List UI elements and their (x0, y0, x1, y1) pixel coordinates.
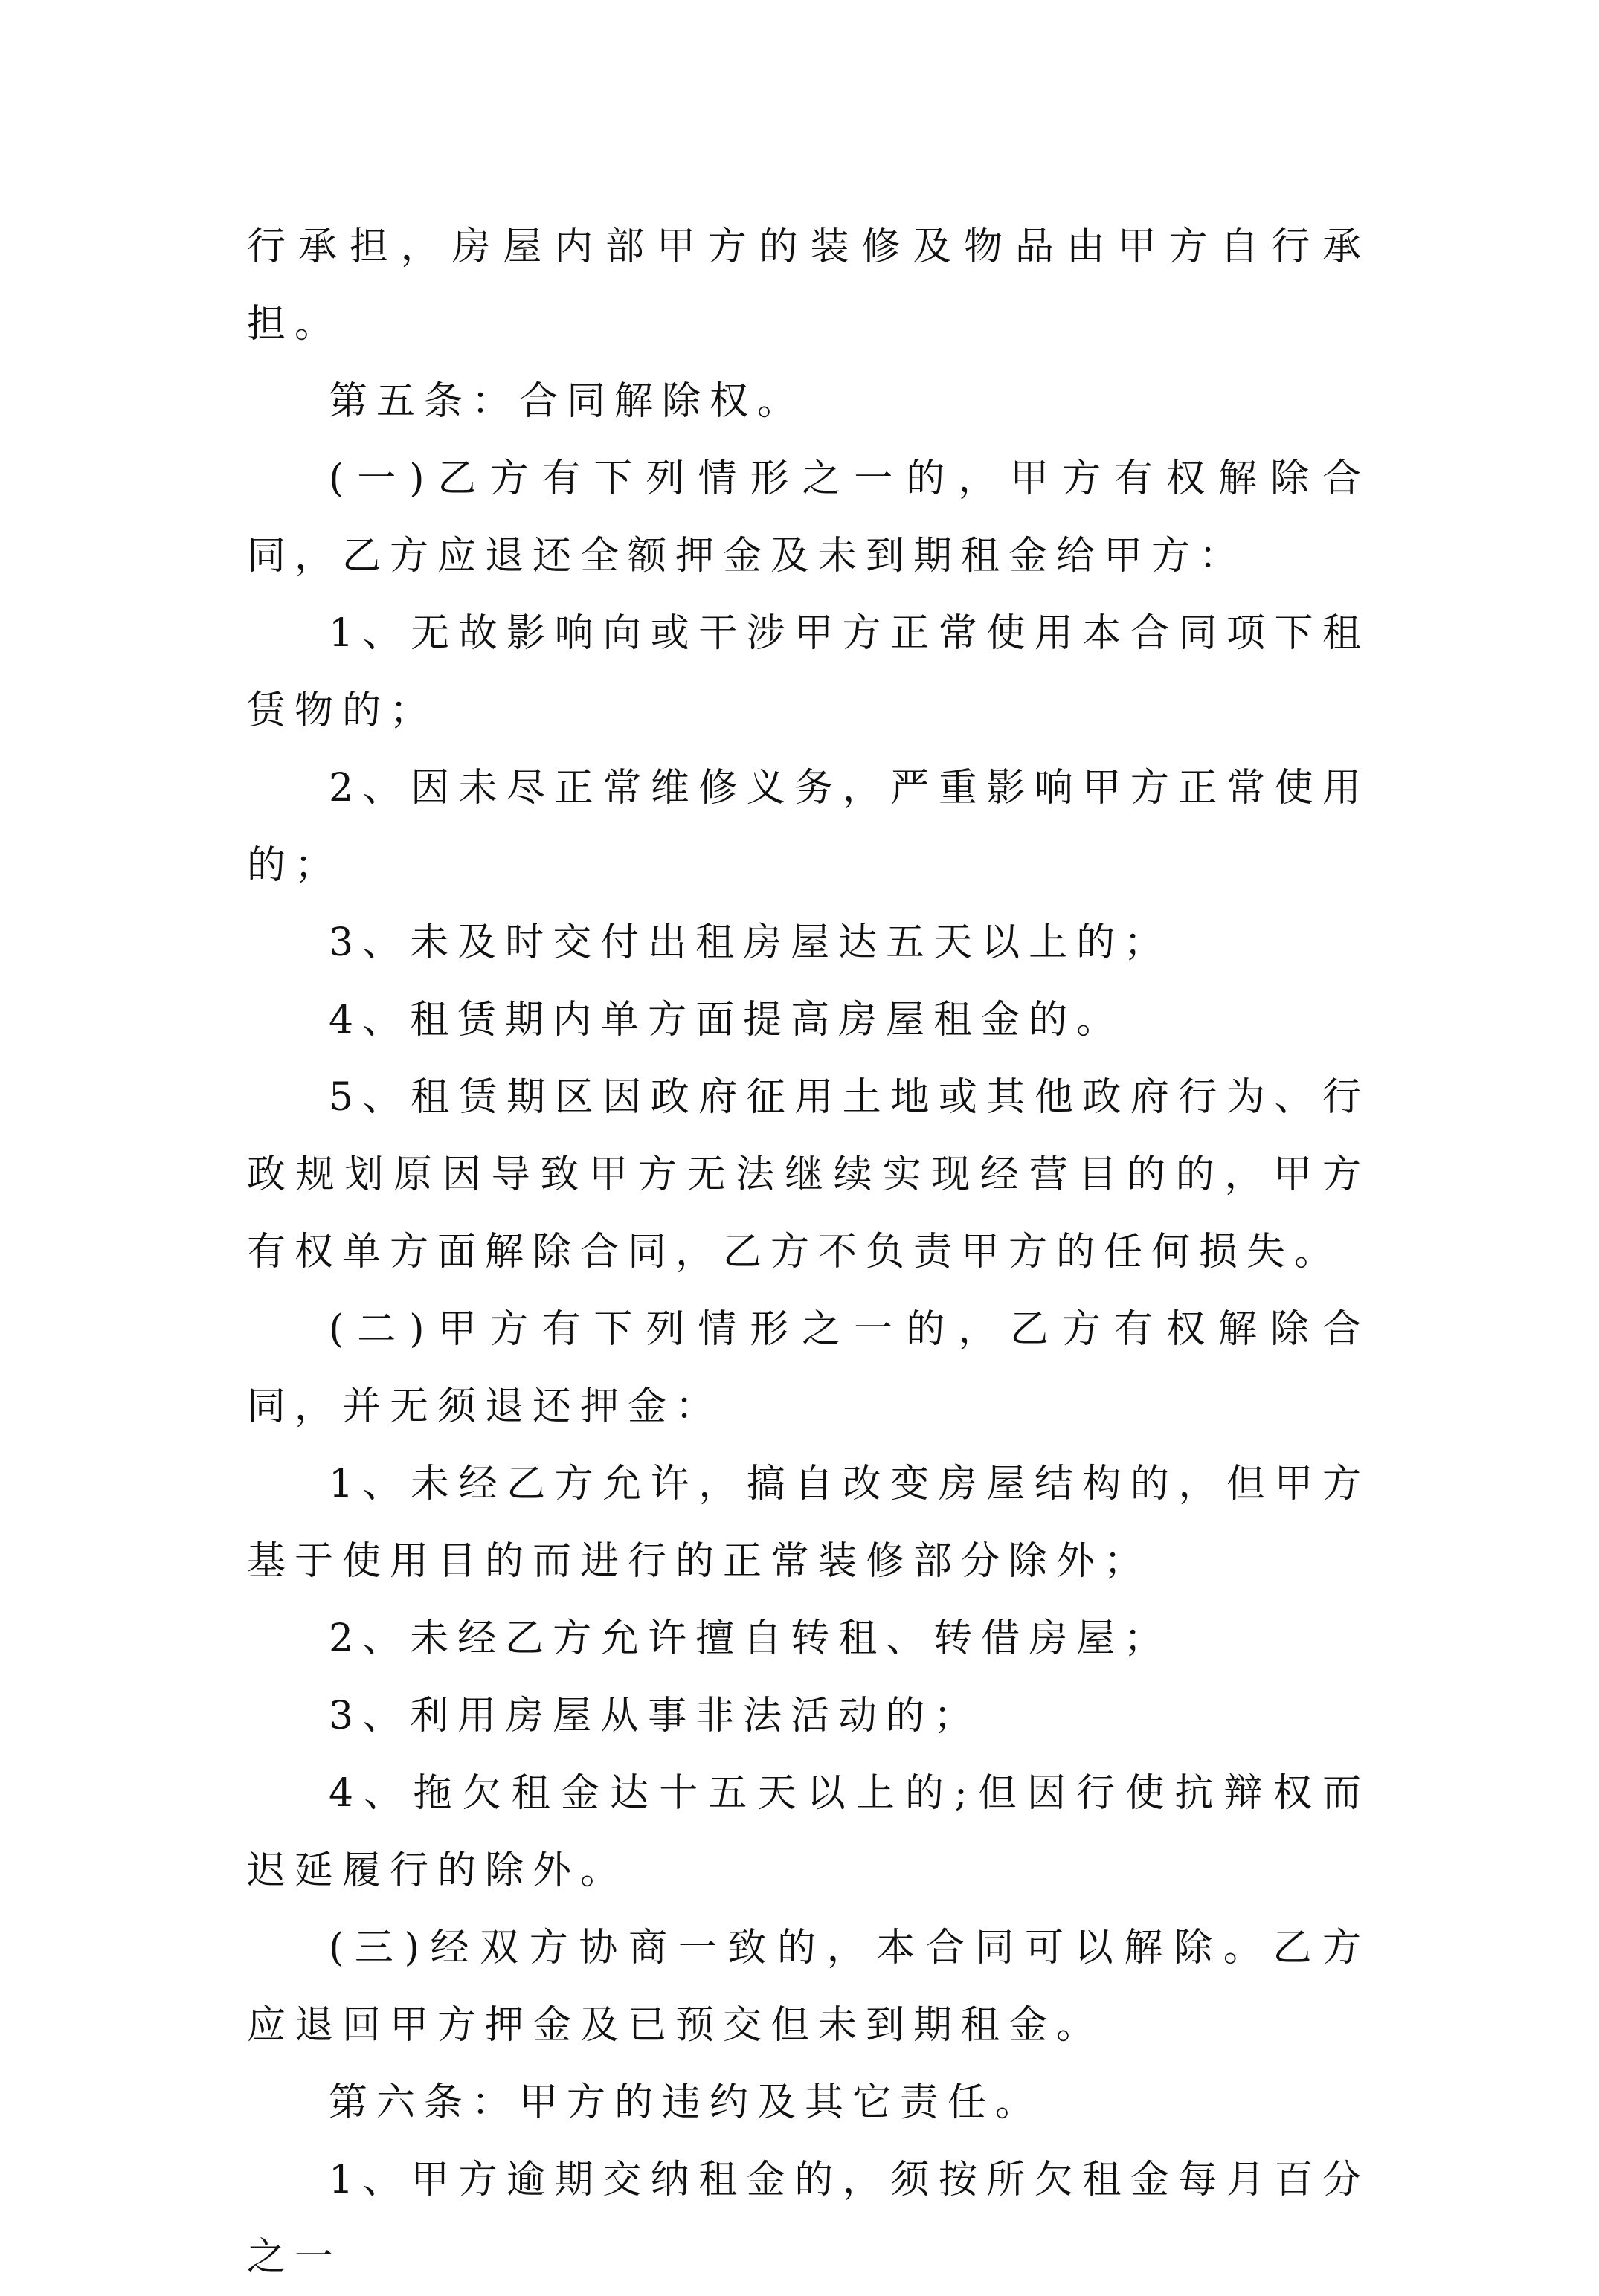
clause-5-2: (二)甲方有下列情形之一的，乙方有权解除合同，并无须退还押金： (247, 1307, 1370, 1429)
clause-5-2-item-4: 4、拖欠租金达十五天以上的;但因行使抗辩权而迟延履行的除外。 (247, 1771, 1370, 1893)
paragraph-continuation: 行承担，房屋内部甲方的装修及物品由甲方自行承担。 (247, 225, 1370, 346)
clause-5-1-item-1: 1、无故影响向或干涉甲方正常使用本合同项下租赁物的； (247, 611, 1370, 733)
clause-6-item-1: 1、甲方逾期交纳租金的，须按所欠租金每月百分之一 (247, 2158, 1370, 2280)
clause-5-2-item-2: 2、未经乙方允许擅自转租、转借房屋； (329, 1616, 1172, 1661)
clause-5-2-item-1: 1、未经乙方允许，搞自改变房屋结构的，但甲方基于使用目的而进行的正常装修部分除外； (247, 1462, 1370, 1584)
clause-5-1-item-5: 5、租赁期区因政府征用土地或其他政府行为、行政规划原因导致甲方无法继续实现经营目的的，甲方有权单方面解除合同，乙方不负责甲方的任何损失。 (247, 1075, 1370, 1274)
document-body (247, 208, 1370, 2296)
article-5-heading: 第五条：合同解除权。 (329, 379, 805, 424)
clause-5-1-item-4: 4、租赁期内单方面提高房屋租金的。 (329, 998, 1125, 1042)
clause-5-1-item-2: 2、因未尽正常维修义务，严重影响甲方正常使用的； (247, 766, 1370, 888)
clause-5-1: (一)乙方有下列情形之一的，甲方有权解除合同，乙方应退还全额押金及未到期租金给甲方： (247, 457, 1370, 578)
clause-5-3: (三)经双方协商一致的，本合同可以解除。乙方应退回甲方押金及已预交但未到期租金。 (247, 1926, 1370, 2048)
clause-5-2-item-3: 3、利用房屋从事非法活动的； (329, 1694, 982, 1738)
article-6-heading: 第六条：甲方的违约及其它责任。 (329, 2080, 1043, 2125)
clause-5-1-item-3: 3、未及时交付出租房屋达五天以上的； (329, 920, 1172, 965)
